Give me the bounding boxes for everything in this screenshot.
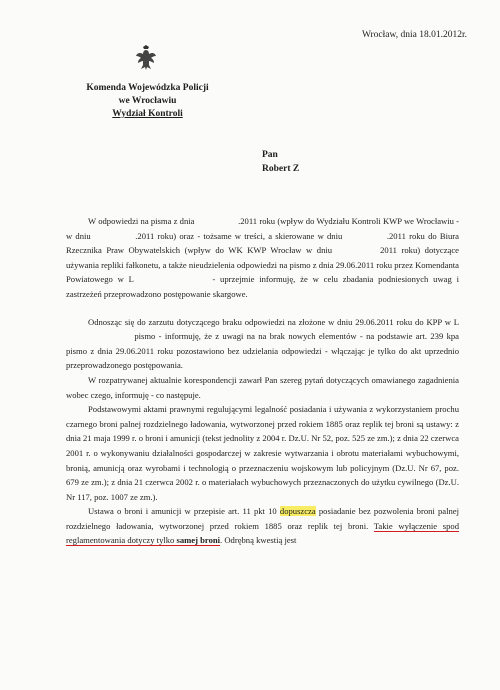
paragraph-2: Odnosząc się do zarzutu dotyczącego braku odpowiedzi na złożone w dniu 29.06.2011 roku do KPP w L pismo - informuję, że z uwagi na na brak nowych elementów - na podstawie art. 239 kpa pismo z dnia 29.06.2011 roku pozostawiono bez udzielania odpowiedzi - włączając je tylko do akt uprzednio przeprowadzonego postępowania. <box>66 316 459 371</box>
redacted-date <box>94 229 135 244</box>
recipient-name: Robert Z <box>262 164 300 174</box>
redacted-date <box>197 214 238 229</box>
sender-name: Komenda Wojewódzka Policji <box>86 83 209 93</box>
paragraph-3: W rozpatrywanej aktualnie korespondencji zawarł Pan szereg pytań dotyczących omawianego zagadnienia wobec czego, informuję - co następuje. <box>66 374 459 400</box>
letter-body <box>66 214 459 548</box>
redacted-place <box>134 272 208 287</box>
paragraph-5: Ustawa o broni i amunicji w przepisie art. 11 pkt 10 dopuszcza posiadanie bez pozwolenia broni palnej rozdzielnego ładowania, wytworzonej przed rokiem 1885 oraz replik tej broni. Takie wyłączenie spod reglamentowania dotyczy tylko samej broni. Odrębną kwestią jest <box>66 506 460 546</box>
highlighted-word: dopuszcza <box>279 506 316 517</box>
eagle-emblem-icon <box>135 44 157 72</box>
sender-city: we Wrocławiu <box>118 96 177 106</box>
bold-phrase: samej broni <box>176 535 221 546</box>
redacted-place <box>66 329 131 344</box>
sender-department: Wydział Kontroli <box>112 109 183 119</box>
sender-block <box>80 82 215 121</box>
recipient-block <box>262 148 299 176</box>
recipient-title: Pan <box>262 150 278 160</box>
redacted-date <box>346 229 387 244</box>
place-date: Wrocław, dnia 18.01.2012r. <box>361 30 467 40</box>
underlined-sentence: Takie wyłączenie spod reglamentowania dotyczy tylko samej broni <box>66 520 460 546</box>
paragraph-1: W odpowiedzi na pisma z dnia .2011 roku (wpływ do Wydziału Kontroli KWP we Wrocławiu - w dniu .2011 roku) oraz - tożsame w treści, a skierowane w dniu .2011 roku do Biura Rzecznika Praw Obywatelskich (wpływ do WK KWP Wrocław w dniu 2011 roku) dotyczące używania repliki fałkonetu, a także nieudzielenia odpowiedzi na pismo z dnia 29.06.2011 roku przez Komendanta Powiatowego w L - uprzejmie informuję, że w celu zbadania podniesionych uwag i zastrzeżeń przeprowadzono postępowanie skargowe. <box>66 216 460 299</box>
redacted-date <box>337 243 380 258</box>
paragraph-4: Podstawowymi aktami prawnymi regulującymi legalność posiadania i używania z wykorzystaniem prochu czarnego broni palnej rozdzielnego ładowania, wytworzonej przed rokiem 1885 oraz replik tej broni są ustawy: z dnia 21 maja 1999 r. o broni i amunicji (tekst jednolity z 2004 r. Dz.U. Nr 52, poz. 525 ze zm.); z dnia 22 czerwca 2001 r. o wykonywaniu działalności gospodarczej w zakresie wytwarzania i obrotu materiałami wybuchowymi, bronią, amunicją oraz wyrobami i technologią o przeznaczeniu wojskowym lub policyjnym (Dz.U. Nr 67, poz. 679 ze zm.); z dnia 21 czerwca 2002 r. o materiałach wybuchowych przeznaczonych do użytku cywilnego (Dz.U. Nr 117, poz. 1007 ze zm.). <box>66 404 459 502</box>
